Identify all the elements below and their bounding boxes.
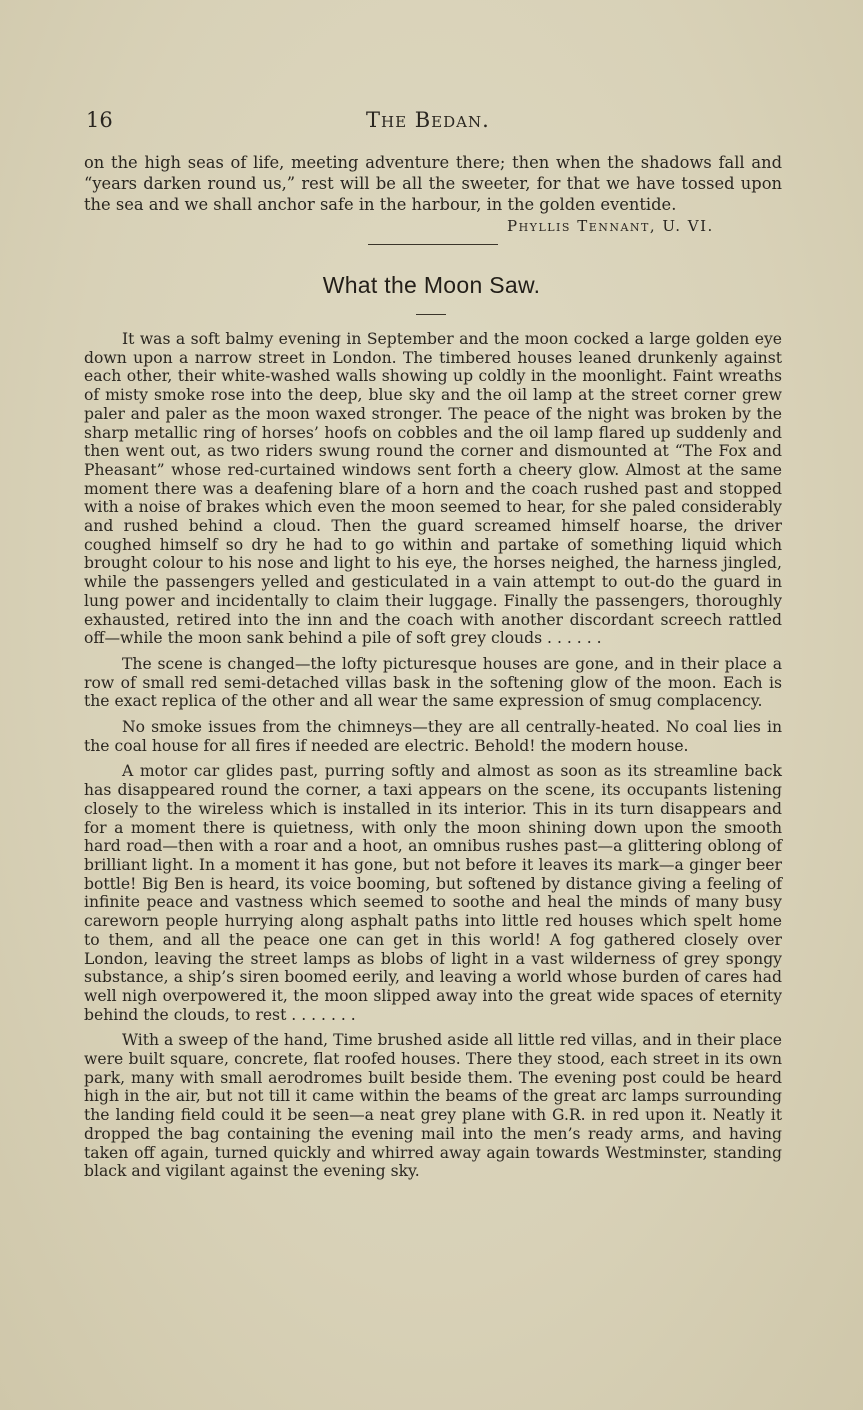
article-paragraph: No smoke issues from the chimneys—they are all centrally-heated. No coal lies in the coal house for all fires if needed are electric. Behold! the modern house. [84, 718, 782, 755]
author-signature: Phyllis Tennant, U. VI. [507, 217, 714, 235]
article-paragraph: With a sweep of the hand, Time brushed aside all little red villas, and in their place were built square, concrete, flat roofed houses. There they stood, each street in its own park, many with small aerodromes built beside them. The evening post could be heard high in the air, but not till it came within the beams of the great arc lamps surrounding the landing field could it be seen—a neat grey plane with G.R. in red upon it. Neatly it dropped the bag containing the evening mail into the men’s ready arms, and having taken off again, turned quickly and whirred away again towards Westminster, standing black and vigilant against the evening sky. [84, 1031, 782, 1181]
running-head: The Bedan. [366, 108, 490, 132]
article-paragraph: The scene is changed—the lofty picturesque houses are gone, and in their place a row of small red semi-detached villas bask in the softening glow of the moon. Each is the exact replica of the other and all wear the same expression of smug complacency. [84, 654, 782, 711]
previous-article-ending [84, 152, 782, 215]
page-header [86, 108, 786, 138]
article-body [84, 330, 782, 1188]
title-rule [416, 314, 446, 315]
section-divider [368, 244, 498, 245]
article-title: What the Moon Saw. [322, 272, 541, 298]
article-paragraph: A motor car glides past, purring softly and almost as soon as its streamline back has disappeared round the corner, a taxi appears on the scene, its occupants listening closely to the wireless which is installed in its interior. This in its turn disappears and for a moment there is quietness, with only the moon shining down upon the smooth hard road—then with a roar and a hoot, an omnibus rushes past—a glittering oblong of brilliant light. In a moment it has gone, but not before it leaves its mark—a ginger beer bottle! Big Ben is heard, its voice booming, but softened by distance giving a feeling of infinite peace and vastness which seemed to soothe and heal the minds of many busy careworn people hurrying along asphalt paths into little red houses which spelt home to them, and all the peace one can get in this world! A fog gathered closely over London, leaving the street lamps as blobs of light in a vast wilderness of grey spongy substance, a ship’s siren boomed eerily, and leaving a world whose burden of cares had well nigh overpowered it, the moon slipped away into the great wide spaces of eternity behind the clouds, to rest . . . . . . . [84, 762, 782, 1024]
article-paragraph: It was a soft balmy evening in September and the moon cocked a large golden eye down upon a narrow street in London. The timbered houses leaned drunkenly against each other, their white-washed walls showing up coldly in the moonlight. Faint wreaths of misty smoke rose into the deep, blue sky and the oil lamp at the street corner grew paler and paler as the moon waxed stronger. The peace of the night was broken by the sharp metallic ring of horses’ hoofs on cobbles and the oil lamp flared up suddenly and then went out, as two riders swung round the corner and dismounted at “The Fox and Pheasant” whose red-curtained windows sent forth a cheery glow. Almost at the same moment there was a deafening blare of a horn and the coach rushed past and stopped with a noise of brakes which even the moon seemed to hear, for she paled considerably and rushed behind a cloud. Then the guard screamed himself hoarse, the driver coughed himself so dry he had to go within and partake of something liquid which brought colour to his nose and light to his eye, the horses neighed, the harness jingled, while the passengers yelled and gesticulated in a vain attempt to out-do the guard in lung power and incidentally to claim their luggage. Finally the passengers, thoroughly exhausted, retired into the inn and the coach with another discordant screech rattled off—while the moon sank behind a pile of soft grey clouds . . . . . . [84, 330, 782, 648]
previous-article-closing-paragraph: on the high seas of life, meeting adventure there; then when the shadows fall and “years darken round us,” rest will be all the sweeter, for that we have tossed upon the sea and we shall anchor safe in the harbour, in the golden eventide. [84, 153, 782, 214]
page-number: 16 [86, 108, 113, 132]
